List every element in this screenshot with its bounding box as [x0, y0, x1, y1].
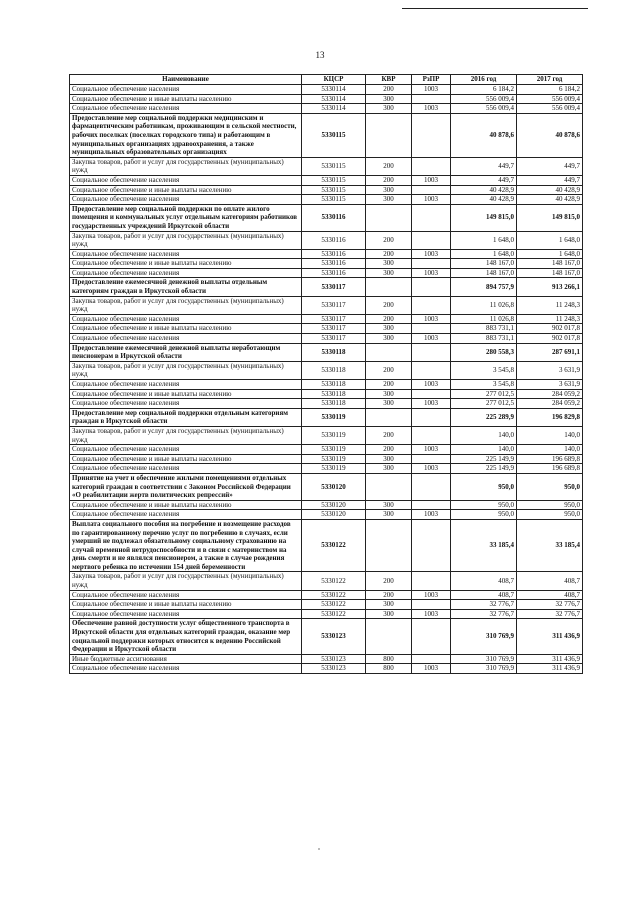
cell-name: Социальное обеспечение населения: [70, 104, 302, 114]
cell-rzpr: 1003: [412, 268, 451, 278]
table-row: [70, 380, 583, 390]
cell-rzpr: 1003: [412, 249, 451, 259]
cell-name: Социальное обеспечение населения: [70, 609, 302, 619]
cell-2016: 225 149,9: [451, 464, 517, 474]
cell-kcsr: 5330118: [302, 361, 366, 379]
cell-kvr: [366, 343, 412, 361]
cell-name: Закупка товаров, работ и услуг для государственных (муниципальных) нужд: [70, 157, 302, 175]
cell-kcsr: 5330116: [302, 204, 366, 231]
cell-2017: 556 009,4: [517, 94, 583, 104]
cell-2017: 148 167,0: [517, 259, 583, 269]
cell-name: Принятие на учет и обеспечение жилыми помещениями отдельных категорий граждан в соответствии с Законом Российской Федерации «О реабилитации жертв политических репрессий»: [70, 473, 302, 500]
table-row: [70, 204, 583, 231]
cell-2016: 225 149,9: [451, 454, 517, 464]
table-row: [70, 426, 583, 444]
table-row: [70, 175, 583, 185]
cell-rzpr: 1003: [412, 464, 451, 474]
table-row: [70, 343, 583, 361]
cell-2016: 449,7: [451, 157, 517, 175]
cell-2016: 1 648,0: [451, 249, 517, 259]
cell-kvr: 300: [366, 324, 412, 334]
cell-kcsr: 5330116: [302, 249, 366, 259]
cell-2016: 40 878,6: [451, 113, 517, 157]
cell-name: Предоставление мер социальной поддержки медицинским и фармацевтическим работникам, проживающим в сельской местности, рабочих поселках (поселках городского типа) и работающим в муниципальных организациях здравоохранения, а также муниципальных образовательных организациях: [70, 113, 302, 157]
cell-rzpr: 1003: [412, 104, 451, 114]
cell-2017: 40 878,6: [517, 113, 583, 157]
cell-name: Социальное обеспечение населения: [70, 664, 302, 674]
cell-kvr: 300: [366, 389, 412, 399]
table-row: [70, 609, 583, 619]
cell-kcsr: 5330117: [302, 334, 366, 344]
cell-name: Социальное обеспечение населения: [70, 195, 302, 205]
table-row: [70, 185, 583, 195]
cell-name: Социальное обеспечение и иные выплаты населению: [70, 324, 302, 334]
cell-name: Социальное обеспечение населения: [70, 334, 302, 344]
header-rzpr: РзПР: [412, 75, 451, 85]
cell-kvr: 300: [366, 600, 412, 610]
cell-rzpr: [412, 600, 451, 610]
cell-kvr: 800: [366, 654, 412, 664]
table-row: [70, 85, 583, 95]
cell-2016: 950,0: [451, 500, 517, 510]
table-row: [70, 445, 583, 455]
cell-rzpr: [412, 185, 451, 195]
cell-rzpr: 1003: [412, 590, 451, 600]
cell-rzpr: [412, 259, 451, 269]
cell-name: Предоставление ежемесячной денежной выплаты отдельным категориям граждан в Иркутской области: [70, 278, 302, 296]
cell-2016: 310 769,9: [451, 664, 517, 674]
cell-2016: 40 428,9: [451, 185, 517, 195]
cell-2016: 449,7: [451, 175, 517, 185]
cell-kvr: 200: [366, 426, 412, 444]
cell-rzpr: [412, 157, 451, 175]
table-row: [70, 464, 583, 474]
cell-2016: 148 167,0: [451, 268, 517, 278]
cell-kvr: 300: [366, 510, 412, 520]
header-kvr: КВР: [366, 75, 412, 85]
table-row: [70, 296, 583, 314]
cell-2017: 408,7: [517, 590, 583, 600]
cell-rzpr: 1003: [412, 175, 451, 185]
cell-rzpr: [412, 231, 451, 249]
cell-2016: 3 545,8: [451, 380, 517, 390]
cell-2016: 556 009,4: [451, 94, 517, 104]
top-rule: [402, 8, 588, 9]
cell-name: Закупка товаров, работ и услуг для государственных (муниципальных) нужд: [70, 426, 302, 444]
cell-2017: 148 167,0: [517, 268, 583, 278]
cell-name: Социальное обеспечение населения: [70, 175, 302, 185]
cell-kcsr: 5330117: [302, 324, 366, 334]
cell-name: Социальное обеспечение населения: [70, 314, 302, 324]
cell-name: Социальное обеспечение и иные выплаты населению: [70, 259, 302, 269]
cell-kcsr: 5330118: [302, 343, 366, 361]
cell-2016: 140,0: [451, 445, 517, 455]
cell-rzpr: [412, 519, 451, 572]
table-row: [70, 519, 583, 572]
cell-2017: 449,7: [517, 175, 583, 185]
cell-kvr: 300: [366, 464, 412, 474]
cell-kcsr: 5330120: [302, 473, 366, 500]
table-row: [70, 664, 583, 674]
cell-2016: 950,0: [451, 510, 517, 520]
cell-2017: 196 689,8: [517, 454, 583, 464]
cell-name: Социальное обеспечение и иные выплаты населению: [70, 600, 302, 610]
cell-2016: 310 769,9: [451, 619, 517, 654]
cell-name: Закупка товаров, работ и услуг для государственных (муниципальных) нужд: [70, 361, 302, 379]
cell-name: Социальное обеспечение населения: [70, 510, 302, 520]
cell-2016: 277 012,5: [451, 399, 517, 409]
table-row: [70, 389, 583, 399]
cell-name: Социальное обеспечение и иные выплаты населению: [70, 454, 302, 464]
cell-rzpr: [412, 278, 451, 296]
cell-kcsr: 5330122: [302, 590, 366, 600]
cell-kcsr: 5330120: [302, 510, 366, 520]
table-row: [70, 195, 583, 205]
cell-kvr: 200: [366, 445, 412, 455]
cell-kvr: [366, 473, 412, 500]
cell-2017: 33 185,4: [517, 519, 583, 572]
table-row: [70, 361, 583, 379]
cell-rzpr: 1003: [412, 334, 451, 344]
cell-kvr: 200: [366, 249, 412, 259]
cell-kvr: 200: [366, 157, 412, 175]
cell-2017: 287 691,1: [517, 343, 583, 361]
cell-name: Социальное обеспечение населения: [70, 445, 302, 455]
cell-2017: 11 248,3: [517, 314, 583, 324]
cell-kcsr: 5330116: [302, 231, 366, 249]
cell-rzpr: [412, 296, 451, 314]
cell-name: Выплата социального пособия на погребение и возмещение расходов по гарантированному перечню услуг по погребению в случаях, если умерший не подлежал обязательному социальному страхованию на случай временной нетрудоспособности и в связи с материнством на день смерти и не являлся пенсионером, а также в случае рождения мертвого ребенка по истечении 154 дней беременности: [70, 519, 302, 572]
cell-2017: 902 017,8: [517, 334, 583, 344]
table-row: [70, 654, 583, 664]
table-row: [70, 334, 583, 344]
table-row: [70, 619, 583, 654]
table-row: [70, 500, 583, 510]
cell-name: Социальное обеспечение населения: [70, 590, 302, 600]
table-row: [70, 590, 583, 600]
cell-2016: 148 167,0: [451, 259, 517, 269]
cell-kcsr: 5330115: [302, 195, 366, 205]
cell-rzpr: [412, 113, 451, 157]
cell-2017: 950,0: [517, 473, 583, 500]
cell-kcsr: 5330122: [302, 600, 366, 610]
cell-2017: 950,0: [517, 510, 583, 520]
cell-2016: 149 815,0: [451, 204, 517, 231]
cell-2017: 408,7: [517, 572, 583, 590]
cell-kvr: [366, 204, 412, 231]
cell-2017: 6 184,2: [517, 85, 583, 95]
cell-2016: 408,7: [451, 590, 517, 600]
cell-2016: 3 545,8: [451, 361, 517, 379]
cell-kcsr: 5330116: [302, 268, 366, 278]
cell-kcsr: 5330120: [302, 500, 366, 510]
cell-rzpr: [412, 500, 451, 510]
cell-name: Закупка товаров, работ и услуг для государственных (муниципальных) нужд: [70, 296, 302, 314]
cell-rzpr: [412, 619, 451, 654]
cell-2016: 11 026,8: [451, 314, 517, 324]
cell-kvr: [366, 408, 412, 426]
cell-2016: 556 009,4: [451, 104, 517, 114]
cell-kcsr: 5330114: [302, 104, 366, 114]
cell-rzpr: [412, 361, 451, 379]
cell-name: Социальное обеспечение и иные выплаты населению: [70, 389, 302, 399]
cell-kcsr: 5330119: [302, 445, 366, 455]
cell-2017: 196 689,8: [517, 464, 583, 474]
cell-kcsr: 5330123: [302, 654, 366, 664]
cell-kcsr: 5330122: [302, 519, 366, 572]
cell-kcsr: 5330115: [302, 157, 366, 175]
cell-rzpr: 1003: [412, 85, 451, 95]
cell-2017: 196 829,8: [517, 408, 583, 426]
cell-kcsr: 5330114: [302, 94, 366, 104]
cell-kcsr: 5330119: [302, 464, 366, 474]
table-row: [70, 113, 583, 157]
cell-rzpr: [412, 204, 451, 231]
cell-name: Социальное обеспечение населения: [70, 249, 302, 259]
cell-kvr: 800: [366, 664, 412, 674]
cell-kvr: 300: [366, 259, 412, 269]
cell-rzpr: [412, 94, 451, 104]
cell-kcsr: 5330114: [302, 85, 366, 95]
table-row: [70, 473, 583, 500]
cell-kvr: [366, 278, 412, 296]
cell-kvr: 200: [366, 361, 412, 379]
table-row: [70, 399, 583, 409]
header-2017: 2017 год: [517, 75, 583, 85]
cell-2017: 32 776,7: [517, 600, 583, 610]
cell-rzpr: [412, 454, 451, 464]
cell-name: Предоставление ежемесячной денежной выплаты неработающим пенсионерам в Иркутской области: [70, 343, 302, 361]
cell-kvr: 200: [366, 85, 412, 95]
cell-rzpr: [412, 408, 451, 426]
cell-rzpr: [412, 473, 451, 500]
cell-rzpr: [412, 572, 451, 590]
cell-2017: 140,0: [517, 445, 583, 455]
cell-2016: 32 776,7: [451, 609, 517, 619]
table-row: [70, 600, 583, 610]
cell-kvr: 200: [366, 175, 412, 185]
cell-2017: 311 436,9: [517, 654, 583, 664]
cell-2016: 32 776,7: [451, 600, 517, 610]
cell-2016: 950,0: [451, 473, 517, 500]
scan-mark: [318, 848, 320, 850]
cell-name: Предоставление мер социальной поддержки отдельным категориям граждан в Иркутской области: [70, 408, 302, 426]
cell-kvr: 200: [366, 380, 412, 390]
cell-name: Иные бюджетные ассигнования: [70, 654, 302, 664]
cell-2017: 140,0: [517, 426, 583, 444]
cell-kcsr: 5330123: [302, 619, 366, 654]
cell-name: Социальное обеспечение населения: [70, 268, 302, 278]
cell-rzpr: 1003: [412, 399, 451, 409]
cell-name: Предоставление мер социальной поддержки по оплате жилого помещения и коммунальных услуг отдельным категориям работников государственных учреждений Иркутской области: [70, 204, 302, 231]
cell-2017: 913 266,1: [517, 278, 583, 296]
cell-rzpr: 1003: [412, 510, 451, 520]
cell-kvr: 300: [366, 185, 412, 195]
table-row: [70, 408, 583, 426]
cell-kcsr: 5330117: [302, 278, 366, 296]
cell-2017: 149 815,0: [517, 204, 583, 231]
cell-rzpr: [412, 389, 451, 399]
cell-kvr: 300: [366, 334, 412, 344]
cell-name: Социальное обеспечение и иные выплаты населению: [70, 94, 302, 104]
cell-kcsr: 5330115: [302, 113, 366, 157]
cell-2016: 408,7: [451, 572, 517, 590]
table-row: [70, 94, 583, 104]
cell-2017: 3 631,9: [517, 380, 583, 390]
table-row: [70, 231, 583, 249]
cell-2017: 1 648,0: [517, 249, 583, 259]
cell-kcsr: 5330116: [302, 259, 366, 269]
cell-kvr: 300: [366, 609, 412, 619]
cell-name: Социальное обеспечение населения: [70, 380, 302, 390]
cell-2016: 277 012,5: [451, 389, 517, 399]
table-row: [70, 324, 583, 334]
table-row: [70, 278, 583, 296]
cell-2016: 280 558,3: [451, 343, 517, 361]
cell-2016: 140,0: [451, 426, 517, 444]
cell-rzpr: [412, 324, 451, 334]
cell-rzpr: [412, 654, 451, 664]
cell-2017: 950,0: [517, 500, 583, 510]
cell-kcsr: 5330119: [302, 408, 366, 426]
cell-rzpr: [412, 426, 451, 444]
cell-2017: 902 017,8: [517, 324, 583, 334]
cell-2017: 40 428,9: [517, 185, 583, 195]
header-2016: 2016 год: [451, 75, 517, 85]
cell-name: Социальное обеспечение населения: [70, 464, 302, 474]
cell-kcsr: 5330122: [302, 609, 366, 619]
cell-2016: 883 731,1: [451, 334, 517, 344]
cell-kvr: 300: [366, 104, 412, 114]
cell-kcsr: 5330119: [302, 454, 366, 464]
cell-2016: 310 769,9: [451, 654, 517, 664]
cell-kvr: 300: [366, 500, 412, 510]
table-row: [70, 157, 583, 175]
cell-kcsr: 5330118: [302, 389, 366, 399]
cell-kvr: 200: [366, 314, 412, 324]
table-row: [70, 249, 583, 259]
cell-2017: 311 436,9: [517, 619, 583, 654]
cell-2017: 1 648,0: [517, 231, 583, 249]
cell-name: Социальное обеспечение и иные выплаты населению: [70, 500, 302, 510]
cell-kvr: 300: [366, 94, 412, 104]
table-row: [70, 572, 583, 590]
cell-2017: 556 009,4: [517, 104, 583, 114]
cell-name: Обеспечение равной доступности услуг общественного транспорта в Иркутской области для отдельных категорий граждан, оказание мер социальной поддержки которых относится к ведению Российской Федерации и Иркутской области: [70, 619, 302, 654]
cell-2017: 284 059,2: [517, 389, 583, 399]
cell-2016: 225 289,9: [451, 408, 517, 426]
table-header-row: [70, 75, 583, 85]
cell-2017: 3 631,9: [517, 361, 583, 379]
cell-rzpr: 1003: [412, 609, 451, 619]
cell-rzpr: 1003: [412, 445, 451, 455]
cell-2016: 6 184,2: [451, 85, 517, 95]
cell-kcsr: 5330118: [302, 399, 366, 409]
cell-kcsr: 5330115: [302, 175, 366, 185]
cell-name: Закупка товаров, работ и услуг для государственных (муниципальных) нужд: [70, 231, 302, 249]
cell-rzpr: [412, 343, 451, 361]
cell-name: Социальное обеспечение и иные выплаты населению: [70, 185, 302, 195]
cell-kcsr: 5330123: [302, 664, 366, 674]
cell-name: Социальное обеспечение населения: [70, 85, 302, 95]
cell-kcsr: 5330119: [302, 426, 366, 444]
cell-2017: 40 428,9: [517, 195, 583, 205]
budget-table: [69, 74, 583, 674]
cell-kvr: 200: [366, 572, 412, 590]
cell-kcsr: 5330117: [302, 314, 366, 324]
cell-2016: 11 026,8: [451, 296, 517, 314]
cell-rzpr: 1003: [412, 314, 451, 324]
cell-rzpr: 1003: [412, 195, 451, 205]
cell-kcsr: 5330122: [302, 572, 366, 590]
table-row: [70, 454, 583, 464]
cell-2017: 32 776,7: [517, 609, 583, 619]
table-row: [70, 259, 583, 269]
table-row: [70, 510, 583, 520]
cell-2017: 311 436,9: [517, 664, 583, 674]
table-row: [70, 268, 583, 278]
page-number: 13: [315, 50, 325, 60]
cell-rzpr: 1003: [412, 380, 451, 390]
header-name: Наименование: [70, 75, 302, 85]
table-body: [70, 85, 583, 674]
cell-2016: 40 428,9: [451, 195, 517, 205]
cell-2016: 33 185,4: [451, 519, 517, 572]
cell-kvr: 300: [366, 268, 412, 278]
cell-2017: 11 248,3: [517, 296, 583, 314]
cell-kvr: 300: [366, 399, 412, 409]
cell-kvr: [366, 619, 412, 654]
cell-kvr: [366, 113, 412, 157]
cell-kcsr: 5330115: [302, 185, 366, 195]
cell-name: Закупка товаров, работ и услуг для государственных (муниципальных) нужд: [70, 572, 302, 590]
cell-2016: 883 731,1: [451, 324, 517, 334]
cell-name: Социальное обеспечение населения: [70, 399, 302, 409]
cell-kvr: 200: [366, 231, 412, 249]
cell-kvr: [366, 519, 412, 572]
header-kcsr: КЦСР: [302, 75, 366, 85]
cell-2017: 449,7: [517, 157, 583, 175]
cell-kcsr: 5330117: [302, 296, 366, 314]
cell-kvr: 300: [366, 454, 412, 464]
cell-kvr: 300: [366, 195, 412, 205]
cell-kcsr: 5330118: [302, 380, 366, 390]
cell-2016: 1 648,0: [451, 231, 517, 249]
table-row: [70, 314, 583, 324]
cell-kvr: 200: [366, 296, 412, 314]
table-row: [70, 104, 583, 114]
cell-2017: 284 059,2: [517, 399, 583, 409]
cell-rzpr: 1003: [412, 664, 451, 674]
cell-kvr: 200: [366, 590, 412, 600]
cell-2016: 894 757,9: [451, 278, 517, 296]
